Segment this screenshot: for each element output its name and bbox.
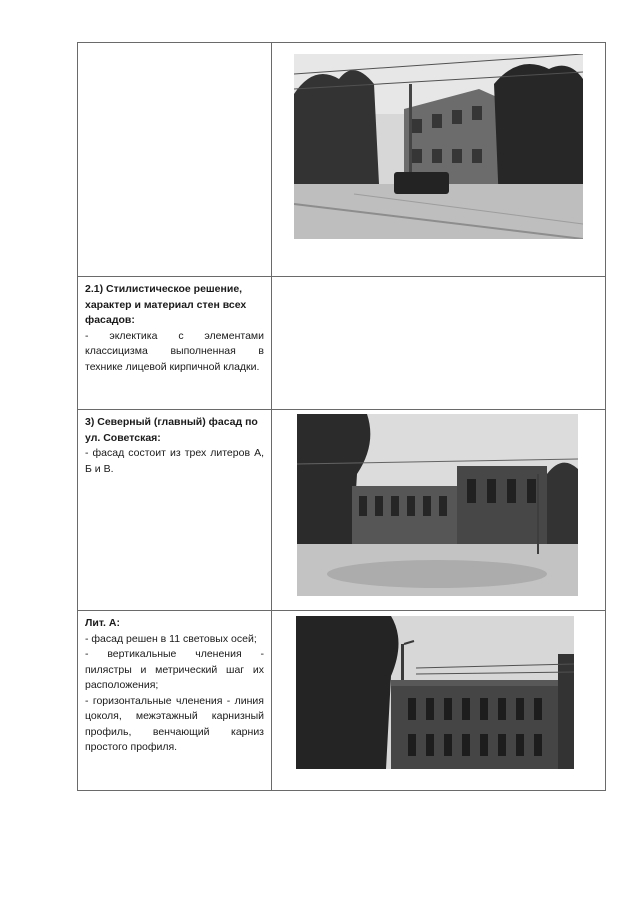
text-cell <box>78 410 272 611</box>
empty-photo-cell <box>272 277 606 410</box>
table-row <box>78 277 606 410</box>
section-text: - фасад состоит из трех литеров А, Б и В. <box>85 447 264 475</box>
list-item: - фасад решен в 11 световых осей; <box>85 632 257 645</box>
text-cell <box>78 611 272 791</box>
section-heading: 3) Северный (главный) фасад по ул. Советская: <box>85 416 258 444</box>
list-item: - горизонтальные членения - линия цоколя, межэтажный карнизный профиль, венчающий карниз простого профиля. <box>85 694 264 753</box>
empty-text-cell <box>78 43 272 277</box>
section-heading: 2.1) Стилистическое решение, характер и материал стен всех фасадов: <box>85 283 247 326</box>
text-cell <box>78 277 272 410</box>
north-facade-photo <box>297 414 578 596</box>
section-heading: Лит. А: <box>85 617 120 629</box>
street-view-photo <box>294 54 583 239</box>
list-item: - вертикальные членения - пилястры и метрический шаг их расположения; <box>85 648 264 691</box>
section-text: - эклектика с элементами классицизма выполненная в технике лицевой кирпичной кладки. <box>85 329 264 373</box>
lit-a-facade-photo <box>296 616 574 769</box>
